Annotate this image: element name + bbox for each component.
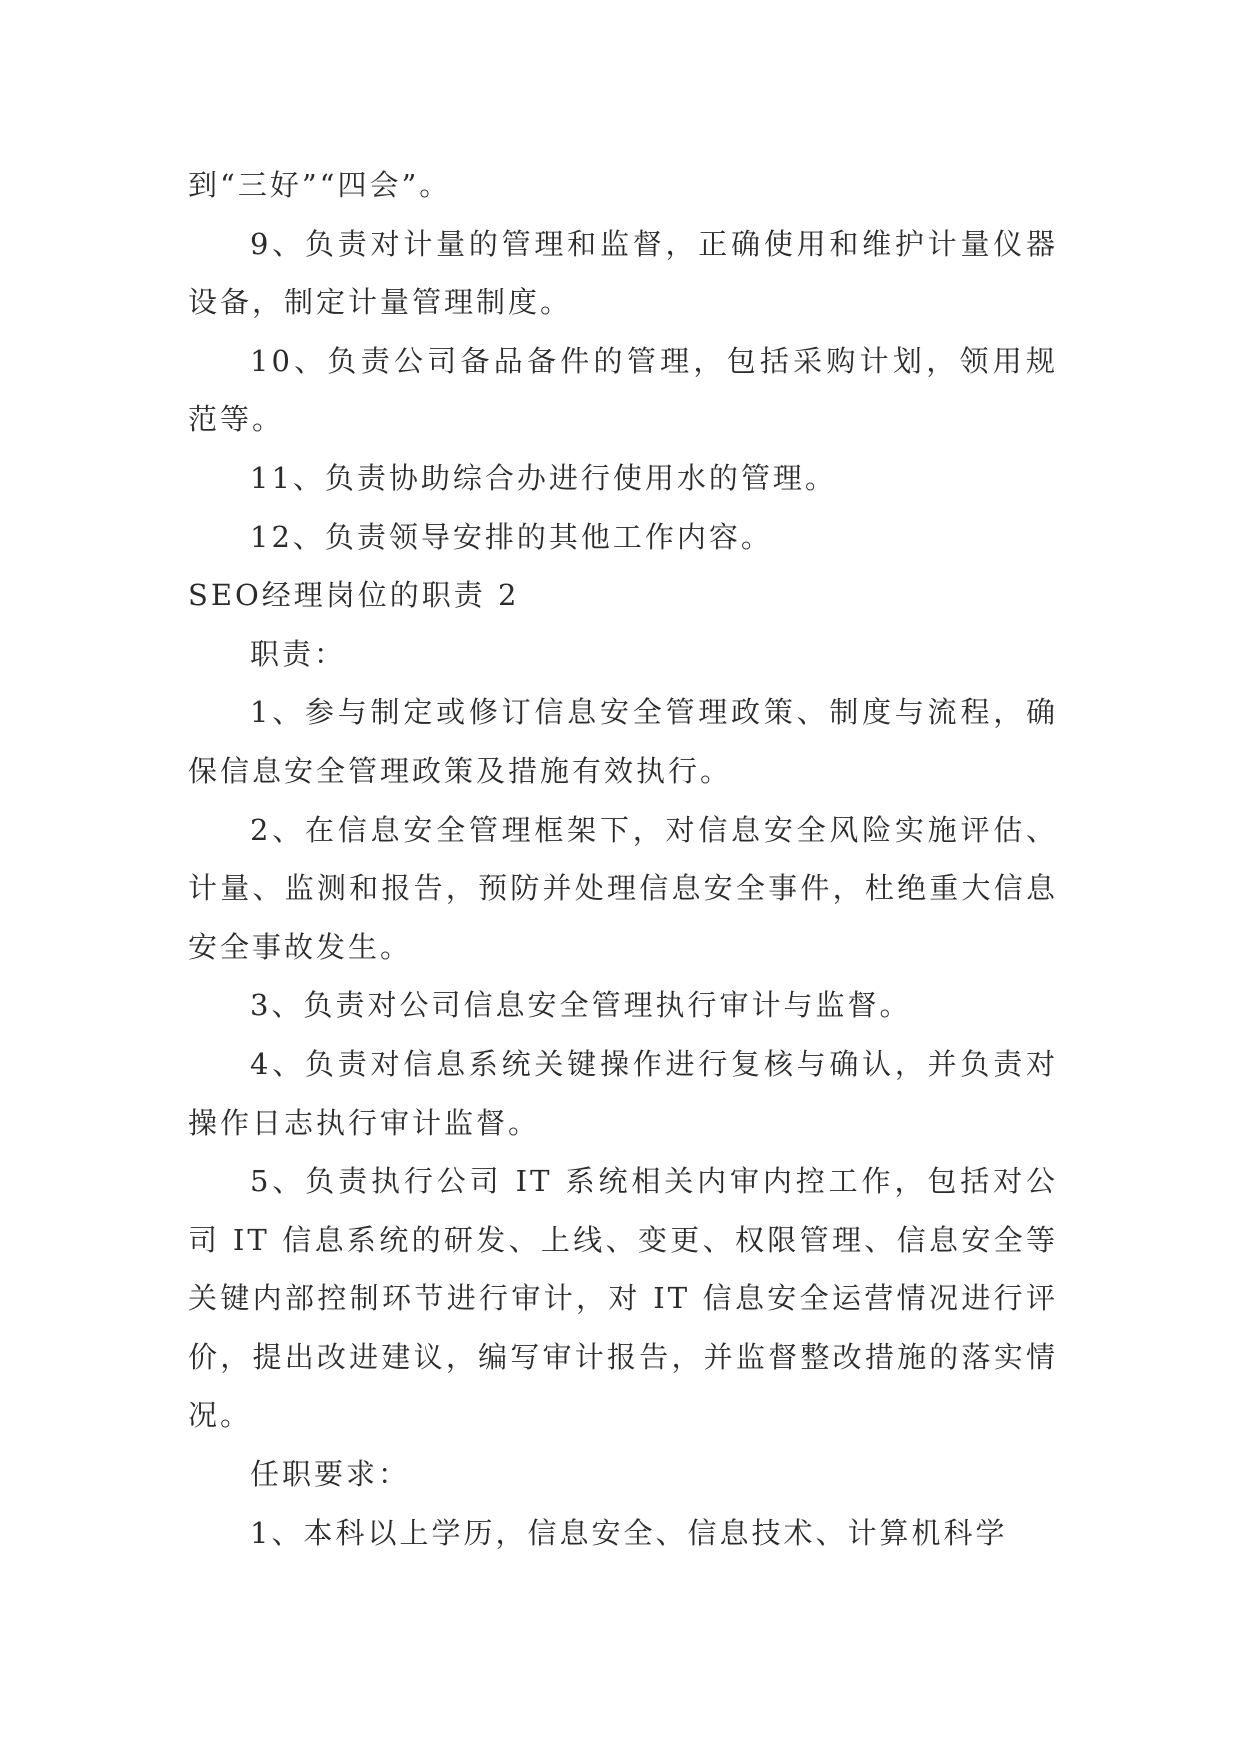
section-heading: SEO经理岗位的职责 2 <box>188 578 520 613</box>
paragraph-item-9: 9、负责对计量的管理和监督，正确使用和维护计量仪器设备，制定计量管理制度。 <box>188 226 1058 320</box>
paragraph-item-12: 12、负责领导安排的其他工作内容。 <box>250 519 773 554</box>
paragraph-duty-4: 4、负责对信息系统关键操作进行复核与确认，并负责对操作日志执行审计监督。 <box>188 1046 1058 1140</box>
paragraph-item-11: 11、负责协助综合办进行使用水的管理。 <box>250 460 837 495</box>
paragraph-duty-2: 2、在信息安全管理框架下，对信息安全风险实施评估、计量、监测和报告，预防并处理信息安全事件，杜绝重大信息安全事故发生。 <box>188 812 1058 964</box>
document-body <box>188 156 1058 1562</box>
paragraph-duty-3: 3、负责对公司信息安全管理执行审计与监督。 <box>250 988 912 1023</box>
paragraph-duty-5: 5、负责执行公司 IT 系统相关内审内控工作，包括对公司 IT 信息系统的研发、上线、变更、权限管理、信息安全等关键内部控制环节进行审计，对 IT 信息安全运营情况进行评价，提出改进建议，编写审计报告，并监督整改措施的落实情况。 <box>188 1164 1058 1433</box>
paragraph-continuation: 到“三好”“四会”。 <box>188 168 452 202</box>
subheading-duties: 职责： <box>250 636 347 671</box>
paragraph-duty-1: 1、参与制定或修订信息安全管理政策、制度与流程，确保信息安全管理政策及措施有效执行。 <box>188 695 1058 788</box>
subheading-requirements: 任职要求： <box>250 1457 411 1492</box>
paragraph-requirement-1: 1、本科以上学历，信息安全、信息技术、计算机科学 <box>250 1515 1008 1550</box>
paragraph-item-10: 10、负责公司备品备件的管理，包括采购计划，领用规范等。 <box>188 343 1058 437</box>
